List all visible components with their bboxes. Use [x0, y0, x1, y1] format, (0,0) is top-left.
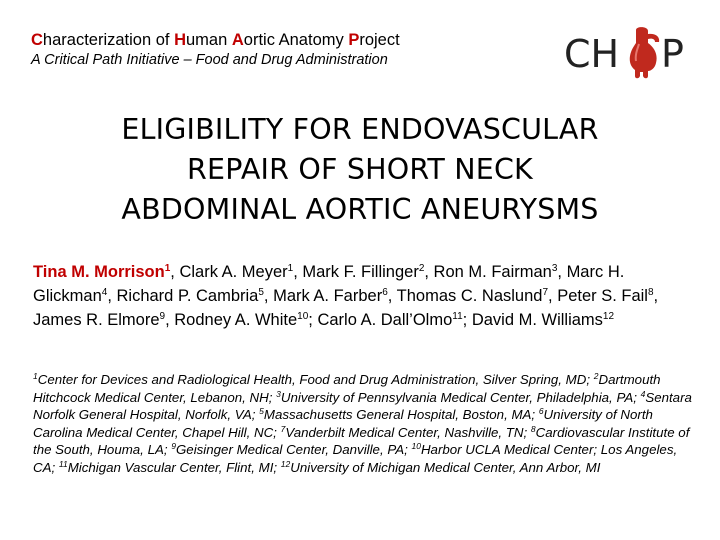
affiliation-text: University of Michigan Medical Center, Ann Arbor, MI: [290, 459, 601, 475]
project-title-initial: P: [348, 31, 360, 49]
affiliation-number: 9: [171, 441, 176, 452]
affiliation-text: Cardiovascular Institute of the South, Houma, LA;: [33, 424, 690, 458]
affiliation-text: Geisinger Medical Center, Danville, PA;: [175, 442, 412, 458]
title-line: ABDOMINAL AORTIC ANEURYSMS: [121, 193, 599, 226]
author-affiliation-number: 6: [382, 287, 388, 298]
author-name: James R. Elmore: [33, 311, 160, 329]
author-affiliation-number: 7: [542, 287, 549, 298]
author-affiliation-number: 1: [164, 263, 171, 274]
aorta-icon: [630, 27, 659, 78]
author-affiliation-number: 4: [101, 287, 108, 298]
author-name: Ron M. Fairman: [433, 263, 552, 281]
affiliation-number: 4: [640, 388, 646, 399]
author-name: Marc H. Glickman: [33, 263, 625, 305]
affiliation-text: University of North Carolina Medical Center, Chapel Hill, NC;: [33, 407, 653, 440]
affiliation-text: Harbor UCLA Medical Center; Los Angeles, CA;: [33, 442, 678, 475]
author-name: Clark A. Meyer: [179, 263, 288, 281]
author-name: Richard P. Cambria: [116, 287, 259, 305]
affiliation-number: 10: [411, 441, 421, 452]
author-name-presenting: Tina M. Morrison: [33, 263, 165, 281]
author-name: Peter S. Fail: [557, 287, 648, 305]
affiliation-list: [33, 371, 698, 477]
author-affiliation-number: 5: [258, 287, 264, 298]
affiliation-number: 1: [33, 371, 38, 381]
author-affiliation-number: 12: [602, 311, 615, 322]
affiliation-text: Sentara Norfolk General Hospital, Norfolk, VA;: [33, 389, 692, 423]
project-title-word: haracterization of: [42, 31, 175, 49]
author-affiliation-number: 3: [551, 263, 558, 274]
author-separator: ;: [462, 311, 472, 329]
author-separator: ,: [653, 287, 659, 305]
affiliation-number: 8: [530, 423, 536, 434]
affiliation-number: 11: [58, 458, 68, 469]
affiliation-text: Center for Devices and Radiological Health, Food and Drug Administration, Silver Spring, MD;: [37, 372, 594, 387]
project-title-initial: C: [31, 31, 43, 49]
affiliation-number: 5: [259, 406, 264, 417]
author-list: [33, 260, 693, 332]
project-title-initial: H: [174, 31, 186, 49]
chip-logo: [560, 22, 695, 82]
author-name: David M. Williams: [471, 311, 603, 329]
author-name: Thomas C. Naslund: [396, 287, 543, 305]
title-line: REPAIR OF SHORT NECK: [187, 153, 533, 186]
header: [31, 30, 551, 70]
author-separator: ,: [293, 263, 303, 281]
affiliation-number: 3: [276, 388, 281, 399]
author-separator: ,: [165, 311, 175, 329]
author-separator: ,: [557, 263, 567, 281]
author-affiliation-number: 1: [287, 263, 294, 274]
affiliation-text: Michigan Vascular Center, Flint, MI;: [67, 459, 281, 475]
author-affiliation-number: 2: [418, 263, 425, 274]
affiliation-number: 6: [538, 406, 544, 417]
author-separator: ,: [170, 263, 180, 281]
project-title-word: ortic Anatomy: [243, 31, 349, 49]
affiliation-number: 7: [280, 423, 286, 434]
author-separator: ,: [548, 287, 558, 305]
author-affiliation-number: 10: [297, 311, 309, 322]
author-name: Mark A. Farber: [273, 287, 383, 305]
affiliation-text: Vanderbilt Medical Center, Nashville, TN;: [285, 424, 531, 440]
affiliation-number: 2: [593, 371, 599, 381]
author-separator: ,: [424, 263, 434, 281]
project-title-initial: A: [231, 31, 244, 49]
project-title: [31, 30, 551, 50]
author-name: Carlo A. Dall’Olmo: [317, 311, 453, 329]
author-separator: ;: [308, 311, 318, 329]
author-separator: ,: [263, 287, 274, 305]
affiliation-text: Dartmouth Hitchcock Medical Center, Lebanon, NH;: [33, 372, 661, 405]
project-title-word: roject: [359, 31, 400, 49]
project-title-word: uman: [186, 31, 232, 49]
slide-title: [20, 110, 700, 230]
logo-text-left: CH: [564, 32, 620, 76]
initiative-subtitle: A Critical Path Initiative – Food and Drug Administration: [31, 52, 388, 68]
affiliation-text: University of Pennsylvania Medical Center, Philadelphia, PA;: [280, 389, 641, 405]
title-line: ELIGIBILITY FOR ENDOVASCULAR: [121, 113, 599, 146]
author-separator: ,: [387, 287, 397, 305]
author-affiliation-number: 8: [647, 287, 654, 298]
author-name: Rodney A. White: [174, 311, 298, 329]
author-name: Mark F. Fillinger: [302, 263, 419, 281]
affiliation-number: 12: [280, 458, 291, 469]
author-separator: ,: [107, 287, 117, 305]
logo-text-right: P: [661, 32, 684, 76]
affiliation-text: Massachusetts General Hospital, Boston, MA;: [263, 407, 539, 423]
author-affiliation-number: 9: [159, 311, 166, 322]
author-affiliation-number: 11: [452, 311, 463, 322]
